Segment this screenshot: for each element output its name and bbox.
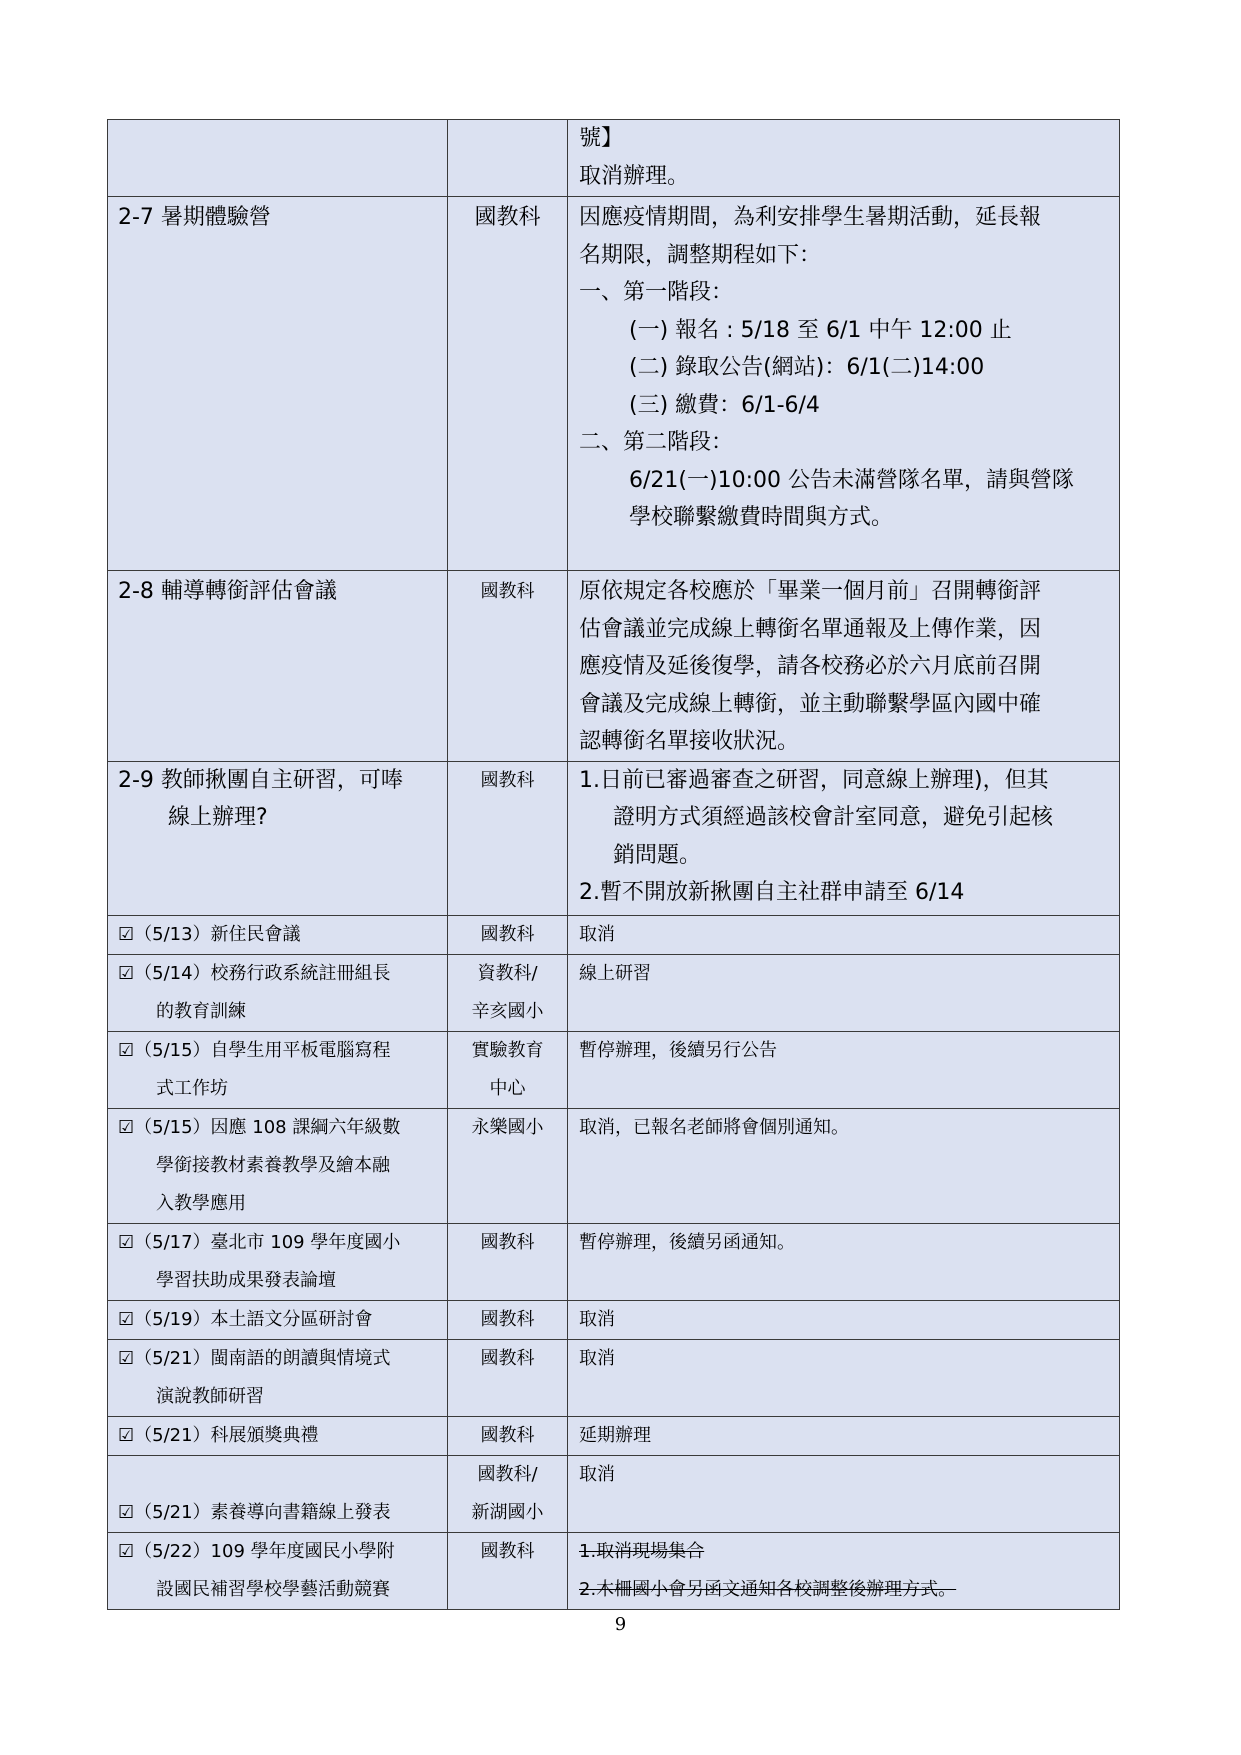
topic-cell (108, 197, 448, 571)
topic-line: 設國民補習學校學藝活動競賽 (156, 1578, 390, 1600)
response-line: 6/21(一)10:00 公告未滿營隊名單，請與營隊 (629, 467, 1074, 493)
table-row (108, 1532, 1120, 1609)
topic-line: 入教學應用 (156, 1192, 246, 1214)
response-line: (一) 報名 : 5/18 至 6/1 中午 12:00 止 (629, 317, 1012, 343)
response-line: 取消 (579, 923, 615, 945)
topic-cell (108, 954, 448, 1031)
response-cell (568, 1031, 1120, 1108)
response-cell (568, 1108, 1120, 1223)
unit-line: 國教科/ (477, 1463, 538, 1485)
response-line: (三) 繳費：6/1-6/4 (629, 392, 820, 418)
response-cell (568, 1223, 1120, 1300)
unit-cell (448, 1031, 568, 1108)
response-line: 號】 (579, 126, 624, 151)
topic-line: 學銜接教材素養教學及繪本融 (156, 1154, 390, 1176)
topic-cell (108, 915, 448, 954)
topic-cell (108, 1339, 448, 1416)
table-row (108, 571, 1120, 762)
response-line: 名期限，調整期程如下： (579, 242, 822, 268)
unit-line: 中心 (489, 1077, 526, 1099)
unit-cell (448, 197, 568, 571)
page-number: 9 (614, 1614, 627, 1635)
response-line: 銷問題。 (613, 842, 702, 868)
response-cell (568, 761, 1120, 915)
unit-cell (448, 1416, 568, 1455)
response-line: 取消 (579, 1463, 615, 1485)
response-line: 一、第一階段： (579, 280, 734, 305)
response-line: 延期辦理 (579, 1424, 651, 1446)
response-line: 1.日前已審過審查之研習，同意線上辦理)，但其 (579, 767, 1049, 793)
topic-cell (108, 571, 448, 762)
response-line: 原依規定各校應於「畢業一個月前」召開轉銜評 (579, 579, 1042, 604)
unit-cell (448, 915, 568, 954)
topic-line: ☑（5/14）校務行政系統註冊組長 (118, 962, 391, 984)
response-cell (568, 1455, 1120, 1532)
unit-cell (448, 571, 568, 762)
unit-line: 國教科 (480, 1231, 535, 1253)
unit-cell (448, 1223, 568, 1300)
response-line: (二) 錄取公告(網站)：6/1(二)14:00 (629, 355, 985, 380)
unit-line: 辛亥國小 (471, 1000, 544, 1022)
response-line: 會議及完成線上轉銜，並主動聯繫學區內國中確 (579, 691, 1042, 717)
unit-line: 國教科 (474, 205, 541, 230)
response-cell (568, 1339, 1120, 1416)
response-line: 取消，已報名老師將會個別通知。 (579, 1116, 849, 1138)
response-line: 暫停辦理，後續另行公告 (579, 1039, 777, 1061)
response-line: 二、第二階段： (579, 430, 734, 455)
unit-cell (448, 954, 568, 1031)
topic-cell (108, 761, 448, 915)
table-row (108, 1416, 1120, 1455)
unit-line: 國教科 (480, 1424, 535, 1446)
response-line: 估會議並完成線上轉銜名單通報及上傳作業，因 (579, 616, 1042, 642)
topic-cell (108, 1108, 448, 1223)
topic-line: 式工作坊 (156, 1077, 228, 1099)
response-line: 線上研習 (579, 962, 651, 984)
response-line: 應疫情及延後復學，請各校務必於六月底前召開 (579, 654, 1042, 679)
unit-cell (448, 1532, 568, 1609)
unit-line: 實驗教育 (471, 1039, 544, 1061)
unit-cell (448, 761, 568, 915)
struck-response-line: 2.木柵國小會另函文通知各校調整後辦理方式。 (579, 1578, 957, 1600)
response-cell (568, 571, 1120, 762)
response-line: 暫停辦理，後續另函通知。 (579, 1231, 795, 1253)
response-line: 學校聯繫繳費時間與方式。 (629, 505, 894, 530)
table-row (108, 1223, 1120, 1300)
topic-line: ☑（5/17）臺北市 109 學年度國小 (118, 1231, 401, 1253)
response-line: 認轉銜名單接收狀況。 (579, 729, 800, 754)
topic-line: 演說教師研習 (156, 1385, 264, 1407)
unit-cell (448, 1108, 568, 1223)
unit-cell (448, 1339, 568, 1416)
response-cell (568, 1416, 1120, 1455)
topic-cell (108, 1455, 448, 1532)
unit-cell (448, 1455, 568, 1532)
topic-line: ☑（5/13）新住民會議 (118, 923, 301, 945)
unit-line: 國教科 (480, 581, 535, 602)
response-cell (568, 1532, 1120, 1609)
table-row (108, 1455, 1120, 1532)
topic-line: ☑（5/19）本土語文分區研討會 (118, 1308, 373, 1330)
topic-cell (108, 1532, 448, 1609)
table-row (108, 761, 1120, 915)
topic-line: ☑（5/22）109 學年度國民小學附 (118, 1540, 395, 1562)
unit-line: 國教科 (480, 1347, 535, 1369)
topic-line: ☑（5/15）自學生用平板電腦寫程 (118, 1039, 391, 1061)
unit-cell (448, 1300, 568, 1339)
topic-line: 學習扶助成果發表論壇 (156, 1269, 336, 1291)
topic-line: ☑（5/21）素養導向書籍線上發表 (118, 1501, 391, 1523)
unit-line: 國教科 (480, 1540, 535, 1562)
unit-line: 永樂國小 (471, 1116, 544, 1138)
topic-line: 2-7 暑期體驗營 (118, 205, 271, 230)
table-row (108, 915, 1120, 954)
unit-line: 國教科 (480, 1308, 535, 1330)
topic-cell (108, 120, 448, 197)
table-row (108, 1031, 1120, 1108)
table-row (108, 120, 1120, 197)
unit-line: 國教科 (480, 769, 535, 791)
response-cell (568, 197, 1120, 571)
topic-line: 2-8 輔導轉銜評估會議 (118, 579, 337, 604)
unit-line: 新湖國小 (471, 1501, 544, 1523)
table-row (108, 1339, 1120, 1416)
response-line: 取消 (579, 1308, 615, 1330)
response-line: 證明方式須經過該校會計室同意，避免引起核 (613, 805, 1054, 830)
topic-cell (108, 1416, 448, 1455)
topic-line: ☑（5/21）科展頒獎典禮 (118, 1424, 319, 1446)
response-line: 2.暫不開放新揪團自主社群申請至 6/14 (579, 880, 965, 905)
topic-cell (108, 1223, 448, 1300)
response-line: 因應疫情期間，為利安排學生暑期活動，延長報 (579, 205, 1042, 230)
struck-response-line: 1.取消現場集合 (579, 1540, 705, 1562)
table-row (108, 197, 1120, 571)
response-cell (568, 954, 1120, 1031)
topic-cell (108, 1031, 448, 1108)
table-row (108, 1300, 1120, 1339)
response-cell (568, 120, 1120, 197)
response-cell (568, 915, 1120, 954)
response-cell (568, 1300, 1120, 1339)
topic-line (118, 1456, 443, 1494)
topic-line: 線上辦理? (168, 805, 268, 830)
topic-line: 2-9 教師揪團自主研習，可唪 (118, 767, 403, 793)
topic-cell (108, 1300, 448, 1339)
unit-line: 資教科/ (477, 962, 538, 984)
table-row (108, 954, 1120, 1031)
topic-line: ☑（5/21）閩南語的朗讀與情境式 (118, 1347, 391, 1369)
table-row (108, 1108, 1120, 1223)
topic-line: 的教育訓練 (156, 1000, 246, 1022)
topic-line: ☑（5/15）因應 108 課綱六年級數 (118, 1116, 401, 1138)
response-line: 取消辦理。 (579, 163, 690, 189)
unit-cell (448, 120, 568, 197)
document-table (107, 119, 1120, 1610)
unit-line: 國教科 (480, 923, 535, 945)
response-line: 取消 (579, 1347, 615, 1369)
